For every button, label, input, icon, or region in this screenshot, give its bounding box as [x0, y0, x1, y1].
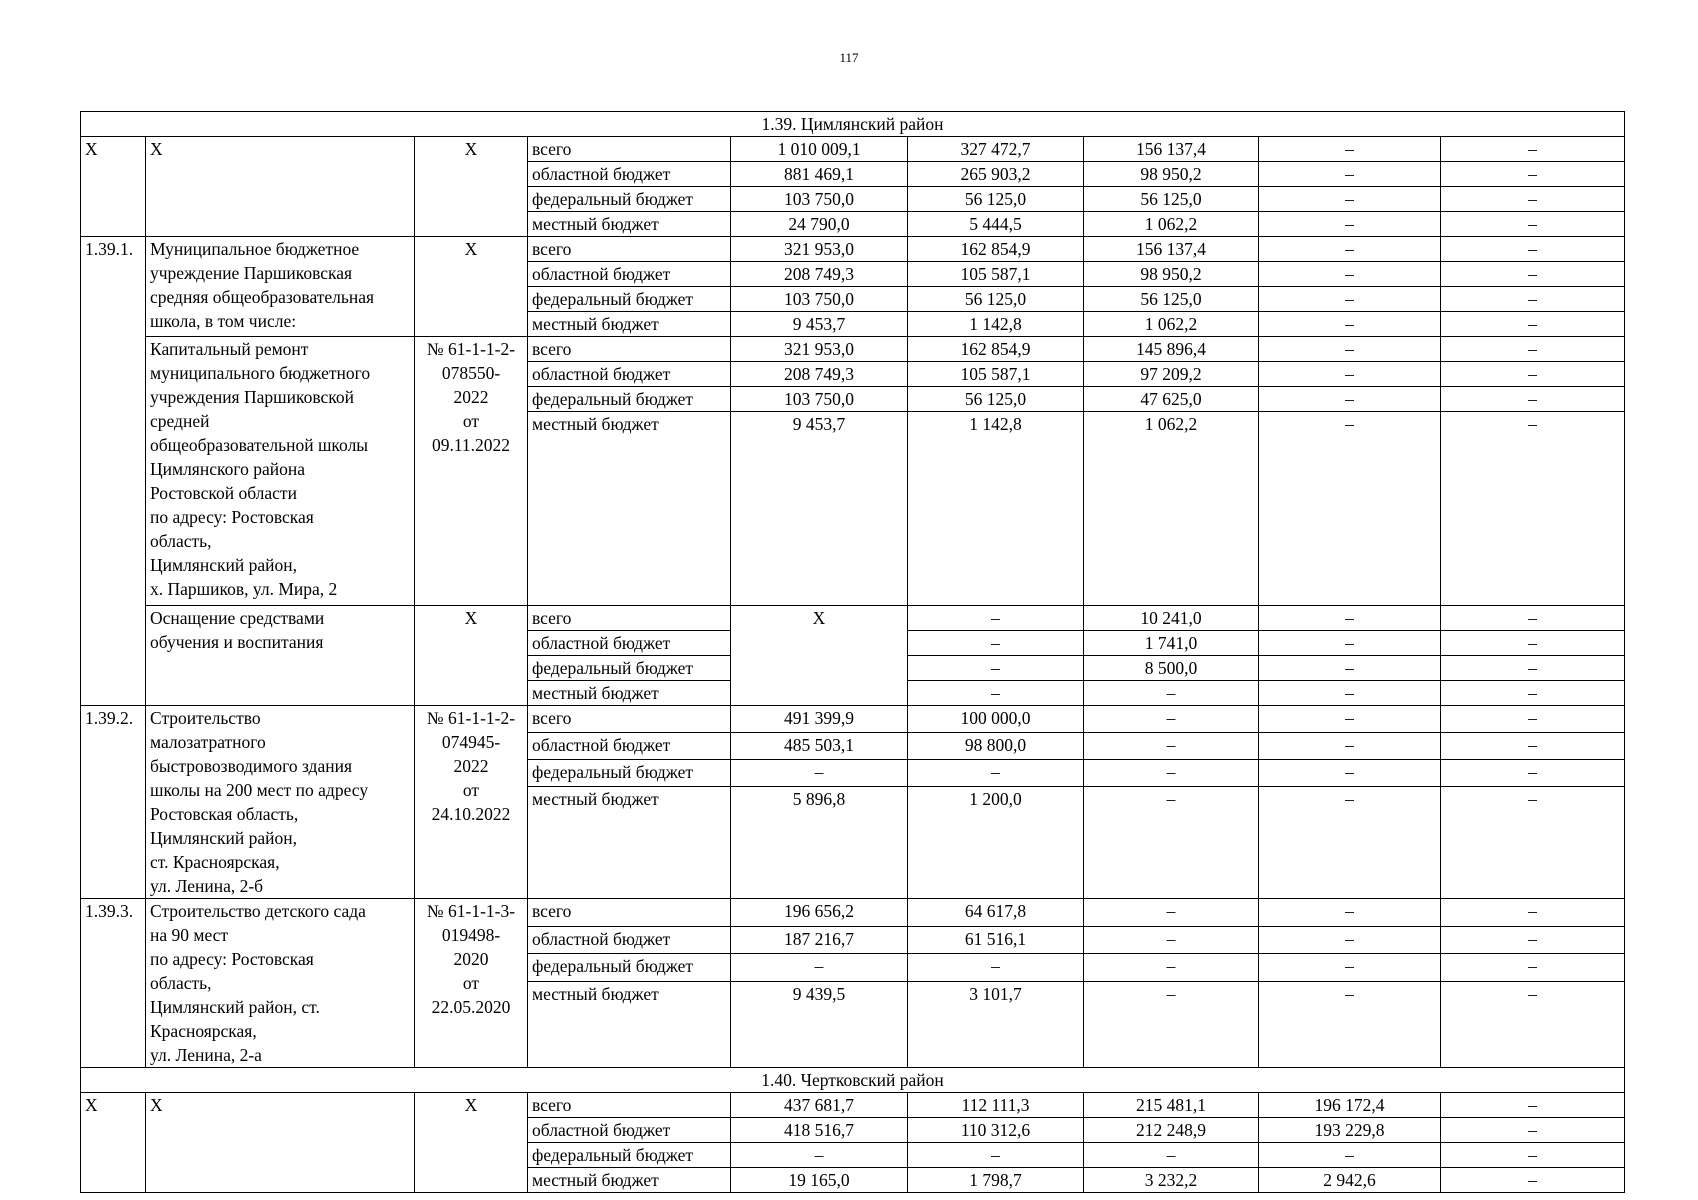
funding-source: местный бюджет — [528, 212, 731, 237]
section-header-row — [81, 1068, 1625, 1093]
item-name-text: Х — [150, 139, 163, 159]
funding-source: областной бюджет — [528, 926, 731, 954]
item-number-text: 1.39.1. — [85, 239, 134, 259]
amount-cell: 1 741,0 — [1084, 631, 1259, 656]
amount-cell: 103 750,0 — [731, 387, 908, 412]
amount-cell: 156 137,4 — [1084, 237, 1259, 262]
amount-cell: 112 111,3 — [908, 1093, 1084, 1118]
funding-source: всего — [528, 237, 731, 262]
amount-cell: – — [1441, 606, 1625, 631]
amount-cell: – — [1259, 237, 1441, 262]
funding-source: всего — [528, 1093, 731, 1118]
amount-cell: – — [1441, 899, 1625, 927]
amount-cell: – — [1259, 162, 1441, 187]
item-number — [81, 1093, 146, 1193]
amount-cell: – — [1259, 732, 1441, 759]
amount-cell: – — [1259, 981, 1441, 1067]
amount-cell: 105 587,1 — [908, 362, 1084, 387]
amount-cell: 105 587,1 — [908, 262, 1084, 287]
funding-source: всего — [528, 606, 731, 631]
item-name-text: Строительство малозатратного быстровозводимого здания школы на 200 мест по адресу Ростовская область, Цимлянский район, ст. Красноярская, ул. Ленина, 2-б — [150, 708, 369, 896]
amount-cell: – — [1441, 212, 1625, 237]
item-document-text: № 61-1-1-2- 078550- 2022 от 09.11.2022 — [426, 339, 516, 455]
amount-cell: 100 000,0 — [908, 706, 1084, 733]
funding-source: федеральный бюджет — [528, 954, 731, 982]
amount-cell: – — [731, 1143, 908, 1168]
section-title: 1.39. Цимлянский район — [81, 112, 1625, 137]
table-row — [81, 337, 1625, 362]
amount-cell: 9 453,7 — [731, 412, 908, 606]
amount-cell: 1 010 009,1 — [731, 137, 908, 162]
item-number — [81, 237, 146, 706]
item-name-text: Капитальный ремонт муниципального бюджетного учреждения Паршиковской средней общеобразовательной школы Цимлянского района Ростовской области по адресу: Ростовская область, Цимлянский район, х. Паршиков, ул. Мира, 2 — [150, 339, 371, 599]
amount-cell: – — [908, 681, 1084, 706]
amount-cell: 56 125,0 — [908, 387, 1084, 412]
table-row — [81, 237, 1625, 262]
amount-cell: 1 142,8 — [908, 412, 1084, 606]
amount-cell: 881 469,1 — [731, 162, 908, 187]
item-number-text: Х — [85, 1095, 98, 1115]
item-document — [415, 899, 528, 1068]
amount-cell: 162 854,9 — [908, 337, 1084, 362]
amount-cell: 56 125,0 — [1084, 287, 1259, 312]
amount-cell: – — [1441, 732, 1625, 759]
amount-cell: 5 896,8 — [731, 786, 908, 898]
item-number — [81, 899, 146, 1068]
item-document — [415, 337, 528, 606]
amount-cell: 1 062,2 — [1084, 412, 1259, 606]
amount-cell: – — [1441, 287, 1625, 312]
funding-source: федеральный бюджет — [528, 759, 731, 786]
section-header-row — [81, 112, 1625, 137]
amount-cell: – — [731, 954, 908, 982]
funding-source: областной бюджет — [528, 362, 731, 387]
item-document-text: № 61-1-1-2- 074945- 2022 от 24.10.2022 — [426, 708, 516, 824]
amount-cell: 98 950,2 — [1084, 262, 1259, 287]
amount-cell: 9 439,5 — [731, 981, 908, 1067]
funding-source: всего — [528, 899, 731, 927]
amount-cell: 9 453,7 — [731, 312, 908, 337]
item-number — [81, 137, 146, 237]
amount-cell: – — [1084, 732, 1259, 759]
amount-cell: – — [1259, 262, 1441, 287]
amount-cell: – — [731, 759, 908, 786]
table-row — [81, 706, 1625, 733]
amount-cell: 103 750,0 — [731, 187, 908, 212]
amount-cell: – — [1441, 162, 1625, 187]
amount-cell: 2 942,6 — [1259, 1168, 1441, 1193]
amount-cell: – — [1259, 656, 1441, 681]
amount-cell: – — [1259, 137, 1441, 162]
amount-cell: – — [908, 656, 1084, 681]
item-document-text: Х — [464, 608, 478, 628]
amount-cell: 1 200,0 — [908, 786, 1084, 898]
funding-source: федеральный бюджет — [528, 187, 731, 212]
amount-cell: – — [1441, 237, 1625, 262]
amount-cell: – — [1259, 954, 1441, 982]
item-document — [415, 706, 528, 899]
amount-cell: – — [1441, 362, 1625, 387]
funding-source: федеральный бюджет — [528, 1143, 731, 1168]
item-document — [415, 237, 528, 337]
amount-cell: 212 248,9 — [1084, 1118, 1259, 1143]
amount-cell: – — [1084, 759, 1259, 786]
amount-cell: 321 953,0 — [731, 337, 908, 362]
item-name — [146, 137, 415, 237]
amount-cell: – — [1259, 387, 1441, 412]
amount-cell: – — [1259, 681, 1441, 706]
amount-cell: 98 950,2 — [1084, 162, 1259, 187]
amount-cell: 64 617,8 — [908, 899, 1084, 927]
amount-cell: – — [1259, 706, 1441, 733]
amount-cell: – — [1259, 606, 1441, 631]
amount-cell: – — [1441, 412, 1625, 606]
page-number: 117 — [839, 50, 859, 65]
amount-cell: 1 062,2 — [1084, 212, 1259, 237]
item-name-text: Строительство детского сада на 90 мест по адресу: Ростовская область, Цимлянский район, ст. Красноярская, ул. Ленина, 2-а — [150, 901, 366, 1065]
amount-cell: 485 503,1 — [731, 732, 908, 759]
amount-cell: – — [1259, 926, 1441, 954]
amount-cell: – — [1441, 926, 1625, 954]
item-document — [415, 606, 528, 706]
amount-cell: – — [1441, 631, 1625, 656]
amount-cell: – — [1259, 362, 1441, 387]
amount-cell: – — [1259, 1143, 1441, 1168]
amount-cell: – — [1259, 631, 1441, 656]
amount-cell: 3 101,7 — [908, 981, 1084, 1067]
amount-cell: – — [1084, 954, 1259, 982]
amount-cell: 321 953,0 — [731, 237, 908, 262]
merged-value-cell: Х — [731, 606, 908, 706]
item-name — [146, 606, 415, 706]
item-number-text: Х — [85, 139, 98, 159]
amount-cell: 491 399,9 — [731, 706, 908, 733]
funding-source: всего — [528, 706, 731, 733]
amount-cell: – — [1259, 187, 1441, 212]
amount-cell: 215 481,1 — [1084, 1093, 1259, 1118]
amount-cell: – — [1084, 899, 1259, 927]
amount-cell: 3 232,2 — [1084, 1168, 1259, 1193]
amount-cell: – — [1441, 387, 1625, 412]
funding-source: федеральный бюджет — [528, 287, 731, 312]
amount-cell: – — [1259, 287, 1441, 312]
amount-cell: 47 625,0 — [1084, 387, 1259, 412]
amount-cell: 10 241,0 — [1084, 606, 1259, 631]
item-document-text: Х — [464, 139, 478, 159]
funding-source: всего — [528, 137, 731, 162]
amount-cell: – — [1441, 981, 1625, 1067]
amount-cell: 1 798,7 — [908, 1168, 1084, 1193]
amount-cell: – — [1441, 337, 1625, 362]
amount-cell: – — [1259, 899, 1441, 927]
amount-cell: 187 216,7 — [731, 926, 908, 954]
amount-cell: – — [1441, 706, 1625, 733]
amount-cell: 61 516,1 — [908, 926, 1084, 954]
item-name — [146, 1093, 415, 1193]
amount-cell: – — [1441, 187, 1625, 212]
item-number-text: 1.39.3. — [85, 901, 134, 921]
item-number — [81, 706, 146, 899]
item-document-text: Х — [464, 239, 478, 259]
funding-source: федеральный бюджет — [528, 656, 731, 681]
funding-source: местный бюджет — [528, 981, 731, 1067]
amount-cell: 110 312,6 — [908, 1118, 1084, 1143]
amount-cell: – — [1441, 1143, 1625, 1168]
item-name — [146, 337, 415, 606]
amount-cell: 193 229,8 — [1259, 1118, 1441, 1143]
amount-cell: 56 125,0 — [908, 187, 1084, 212]
amount-cell: – — [1084, 981, 1259, 1067]
funding-source: областной бюджет — [528, 732, 731, 759]
amount-cell: – — [1084, 706, 1259, 733]
amount-cell: – — [1441, 262, 1625, 287]
amount-cell: – — [1259, 786, 1441, 898]
amount-cell: – — [908, 954, 1084, 982]
amount-cell: 1 142,8 — [908, 312, 1084, 337]
amount-cell: – — [1441, 1093, 1625, 1118]
amount-cell: 437 681,7 — [731, 1093, 908, 1118]
amount-cell: 145 896,4 — [1084, 337, 1259, 362]
item-document — [415, 137, 528, 237]
amount-cell: – — [1084, 926, 1259, 954]
amount-cell: 1 062,2 — [1084, 312, 1259, 337]
amount-cell: 5 444,5 — [908, 212, 1084, 237]
item-name-text: Муниципальное бюджетное учреждение Паршиковская средняя общеобразовательная школа, в том числе: — [150, 239, 375, 331]
amount-cell: – — [1441, 137, 1625, 162]
section-title: 1.40. Чертковский район — [81, 1068, 1625, 1093]
funding-source: областной бюджет — [528, 262, 731, 287]
amount-cell: – — [1259, 312, 1441, 337]
amount-cell: – — [908, 1143, 1084, 1168]
amount-cell: – — [1441, 656, 1625, 681]
item-name-text: Оснащение средствами обучения и воспитания — [150, 608, 325, 652]
amount-cell: 208 749,3 — [731, 362, 908, 387]
amount-cell: 56 125,0 — [1084, 187, 1259, 212]
amount-cell: – — [1259, 337, 1441, 362]
table-row — [81, 899, 1625, 927]
amount-cell: – — [908, 606, 1084, 631]
amount-cell: – — [908, 759, 1084, 786]
amount-cell: 103 750,0 — [731, 287, 908, 312]
amount-cell: 162 854,9 — [908, 237, 1084, 262]
amount-cell: – — [1441, 954, 1625, 982]
amount-cell: 98 800,0 — [908, 732, 1084, 759]
amount-cell: – — [1259, 412, 1441, 606]
amount-cell: – — [1441, 786, 1625, 898]
amount-cell: 19 165,0 — [731, 1168, 908, 1193]
funding-source: областной бюджет — [528, 631, 731, 656]
amount-cell: – — [1084, 681, 1259, 706]
funding-source: федеральный бюджет — [528, 387, 731, 412]
item-name — [146, 899, 415, 1068]
budget-table — [80, 111, 1625, 1193]
item-name — [146, 706, 415, 899]
amount-cell: – — [908, 631, 1084, 656]
funding-source: всего — [528, 337, 731, 362]
item-document — [415, 1093, 528, 1193]
funding-source: местный бюджет — [528, 412, 731, 606]
amount-cell: – — [1259, 759, 1441, 786]
table-row — [81, 1093, 1625, 1118]
amount-cell: 196 656,2 — [731, 899, 908, 927]
amount-cell: – — [1441, 1118, 1625, 1143]
amount-cell: 208 749,3 — [731, 262, 908, 287]
funding-source: местный бюджет — [528, 1168, 731, 1193]
amount-cell: 56 125,0 — [908, 287, 1084, 312]
amount-cell: – — [1441, 681, 1625, 706]
amount-cell: 196 172,4 — [1259, 1093, 1441, 1118]
item-name-text: Х — [150, 1095, 163, 1115]
item-number-text: 1.39.2. — [85, 708, 134, 728]
amount-cell: – — [1441, 312, 1625, 337]
table-row — [81, 606, 1625, 631]
amount-cell: 97 209,2 — [1084, 362, 1259, 387]
amount-cell: 156 137,4 — [1084, 137, 1259, 162]
amount-cell: 327 472,7 — [908, 137, 1084, 162]
amount-cell: 8 500,0 — [1084, 656, 1259, 681]
funding-source: местный бюджет — [528, 786, 731, 898]
amount-cell: – — [1441, 759, 1625, 786]
amount-cell: – — [1084, 786, 1259, 898]
item-document-text: Х — [464, 1095, 478, 1115]
table-row — [81, 137, 1625, 162]
funding-source: областной бюджет — [528, 1118, 731, 1143]
amount-cell: – — [1084, 1143, 1259, 1168]
funding-source: местный бюджет — [528, 312, 731, 337]
item-name — [146, 237, 415, 337]
amount-cell: – — [1259, 212, 1441, 237]
amount-cell: 418 516,7 — [731, 1118, 908, 1143]
funding-source: местный бюджет — [528, 681, 731, 706]
funding-source: областной бюджет — [528, 162, 731, 187]
amount-cell: – — [1441, 1168, 1625, 1193]
item-document-text: № 61-1-1-3- 019498- 2020 от 22.05.2020 — [426, 901, 516, 1017]
amount-cell: 24 790,0 — [731, 212, 908, 237]
amount-cell: 265 903,2 — [908, 162, 1084, 187]
